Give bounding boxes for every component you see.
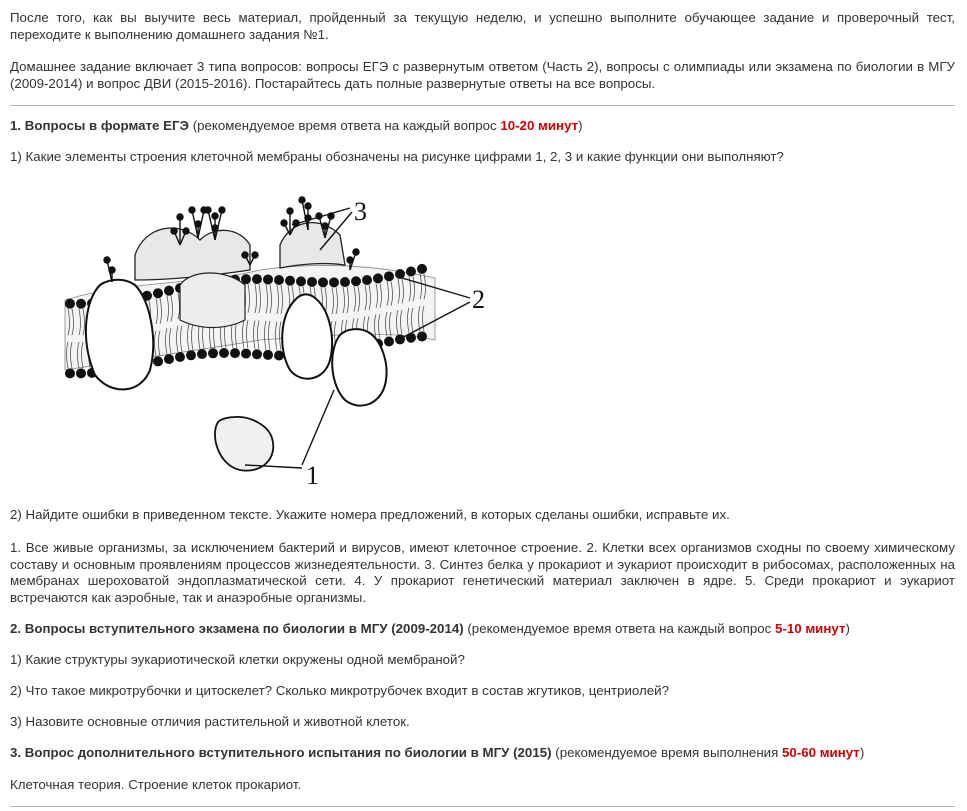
- lipid-head-outer: [395, 269, 405, 279]
- lipid-head-inner: [186, 350, 196, 360]
- section1-question-2-text: 1. Все живые организмы, за исключением бактерий и вирусов, имеют клеточное строение. 2. Клетки всех организмов сходны по своему химическому составу и основным проявлениям процессов жизнедеятельности. 3. Синтез белка у прокариот и эукариот происходит в рибосомах, расположенных на мембранах шероховатой эндоплазматической сети. 4. У прокариот генетический материал заключен в ядре. 5. Среди прокариот и эукариот встречаются как аэробные, так и анаэробные организмы.: [10, 540, 955, 605]
- lipid-head-inner: [241, 349, 251, 359]
- sugar-residue: [171, 228, 177, 234]
- section1-heading: [10, 118, 955, 135]
- lipid-head-inner: [417, 331, 427, 341]
- section1-question-2: 2) Найдите ошибки в приведенном тексте. Укажите номера предложений, в которых сделаны ошибки, исправьте их.: [10, 507, 730, 522]
- lipid-head-outer: [263, 274, 273, 284]
- lipid-head-outer: [252, 274, 262, 284]
- lipid-head-inner: [230, 348, 240, 358]
- sugar-residue: [205, 207, 211, 213]
- section3-note-suffix: ): [859, 745, 865, 760]
- sugar-residue: [281, 220, 287, 226]
- sugar-residue: [287, 208, 293, 214]
- section2-note-prefix: (рекомендуемое время ответа на каждый вопрос: [467, 621, 772, 636]
- sugar-residue: [212, 213, 218, 219]
- lipid-head-outer: [340, 277, 350, 287]
- lipid-head-outer: [274, 275, 284, 285]
- lipid-head-outer: [329, 277, 339, 287]
- section2-note-suffix: ): [845, 621, 850, 636]
- lipid-head-outer: [318, 277, 328, 287]
- lipid-head-outer: [351, 276, 361, 286]
- section3-note-prefix: (рекомендуемое время выполнения: [555, 745, 779, 760]
- divider-bottom: [10, 806, 955, 807]
- figure-label-2: 2: [472, 285, 485, 314]
- section3-question-1: Клеточная теория. Строение клеток прокариот.: [10, 777, 302, 792]
- lipid-head-outer: [362, 275, 372, 285]
- section2-heading: [10, 621, 955, 638]
- section1-title: 1. Вопросы в формате ЕГЭ: [10, 118, 189, 133]
- section3-heading: [10, 745, 955, 762]
- figure-label-3: 3: [354, 197, 367, 226]
- sugar-residue: [252, 252, 258, 258]
- lipid-head-inner: [164, 354, 174, 364]
- figure-label-1: 1: [306, 461, 319, 490]
- section1-time: 10-20 минут: [500, 118, 579, 133]
- lipid-head-inner: [153, 356, 163, 366]
- sugar-residue: [299, 197, 305, 203]
- lipid-head-outer: [373, 273, 383, 283]
- lipid-head-outer: [417, 264, 427, 274]
- lipid-head-inner: [263, 350, 273, 360]
- lipid-head-inner: [219, 348, 229, 358]
- lipid-head-inner: [175, 352, 185, 362]
- sugar-residue: [189, 207, 195, 213]
- section3-time: 50-60 минут: [782, 745, 860, 760]
- sugar-residue: [219, 207, 225, 213]
- section1-note-suffix: ): [578, 118, 583, 133]
- lipid-head-inner: [197, 349, 207, 359]
- section2-question-2: 2) Что такое микротрубочки и цитоскелет? Сколько микротрубочек входит в состав жгутиков, центриолей?: [10, 683, 670, 698]
- sugar-residue: [104, 257, 110, 263]
- lipid-head-inner: [65, 368, 75, 378]
- lipid-head-outer: [406, 266, 416, 276]
- cell-membrane-figure: [40, 190, 510, 495]
- section3-title: 3. Вопрос дополнительного вступительного испытания по биологии в МГУ (2015): [10, 745, 552, 760]
- lipid-head-outer: [76, 299, 86, 309]
- sugar-residue: [242, 252, 248, 258]
- lipid-head-outer: [285, 276, 295, 286]
- section2-question-1: 1) Какие структуры эукариотической клетки окружены одной мембраной?: [10, 652, 465, 667]
- lipid-head-inner: [384, 336, 394, 346]
- lipid-head-inner: [252, 349, 262, 359]
- section1-question-1: 1) Какие элементы строения клеточной мембраны обозначены на рисунке цифрами 1, 2, 3 и какие функции они выполняют?: [10, 149, 784, 164]
- section2-time: 5-10 минут: [775, 621, 846, 636]
- lipid-head-inner: [76, 368, 86, 378]
- sugar-residue: [305, 203, 311, 209]
- sugar-residue: [353, 249, 359, 255]
- lipid-head-outer: [384, 271, 394, 281]
- intro-paragraph-1: После того, как вы выучите весь материал, пройденный за текущую неделю, и успешно выполните обучающее задание и проверочный тест, переходите к выполнению домашнего задания №1.: [10, 10, 955, 42]
- membrane-drawing: [65, 197, 470, 471]
- intro-paragraph-2: Домашнее задание включает 3 типа вопросов: вопросы ЕГЭ с развернутым ответом (Часть 2), вопросы с олимпиады или экзамена по биологии в МГУ (2009-2014) и вопрос ДВИ (2015-2016). Постарайтесь дать полные развернутые ответы на все вопросы.: [10, 59, 955, 91]
- section1-note-prefix: (рекомендуемое время ответа на каждый вопрос: [192, 118, 497, 133]
- section2-question-3: 3) Назовите основные отличия растительной и животной клеток.: [10, 714, 410, 729]
- section2-title: 2. Вопросы вступительного экзамена по биологии в МГУ (2009-2014): [10, 621, 464, 636]
- divider: [10, 105, 955, 106]
- lipid-head-outer: [307, 277, 317, 287]
- lipid-head-outer: [65, 299, 75, 309]
- lipid-head-outer: [153, 288, 163, 298]
- sugar-residue: [177, 214, 183, 220]
- lipid-head-outer: [164, 286, 174, 296]
- lipid-head-outer: [296, 276, 306, 286]
- lipid-head-inner: [208, 348, 218, 358]
- sugar-residue: [183, 228, 189, 234]
